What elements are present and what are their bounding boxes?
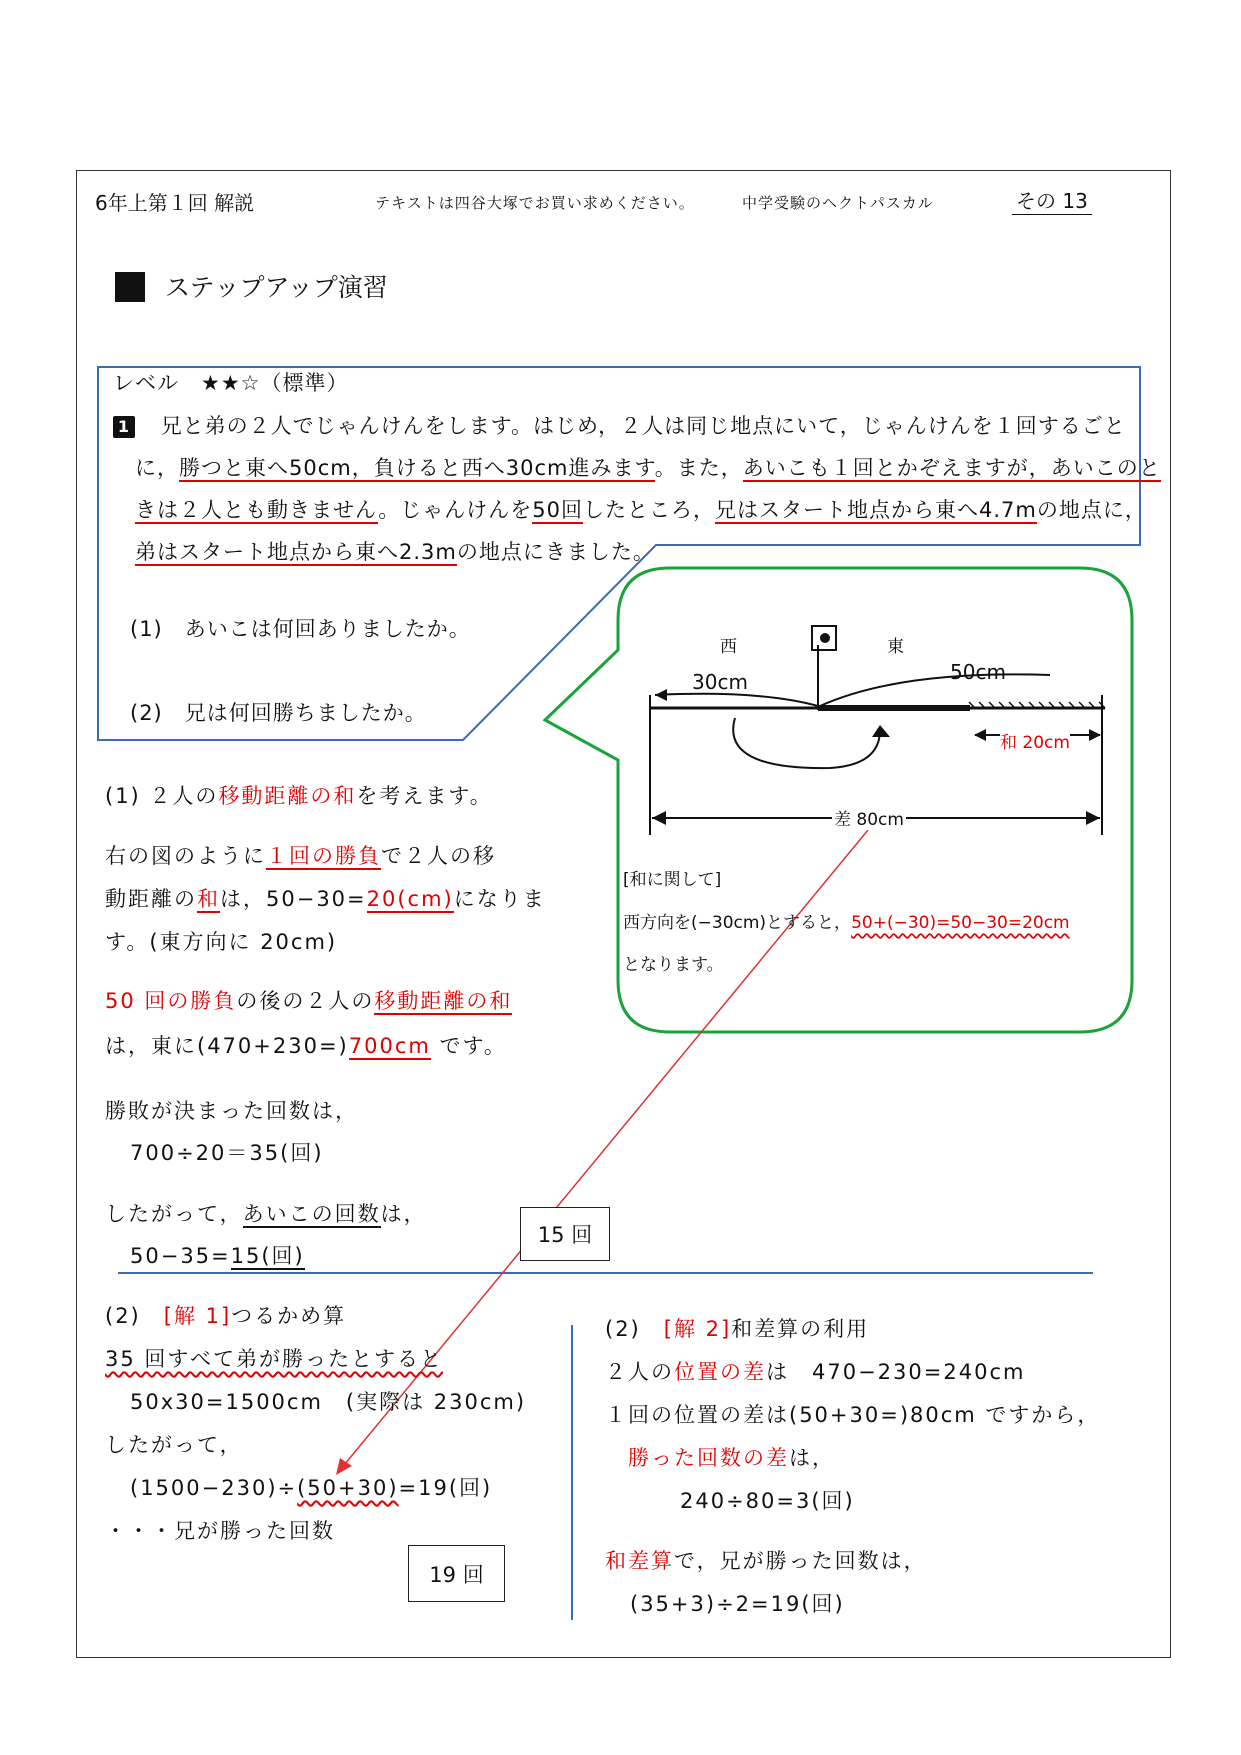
sol-text-underlined: 15(回) bbox=[230, 1244, 305, 1268]
problem-text: に， bbox=[135, 456, 179, 480]
west-label: 西 bbox=[720, 637, 737, 657]
east-label: 東 bbox=[887, 637, 904, 657]
sol-text: 和差算の利用 bbox=[731, 1317, 870, 1341]
note-line-2: となります。 bbox=[623, 955, 724, 975]
problem-text: の地点にきました。 bbox=[456, 540, 655, 564]
sol1-line-1 bbox=[105, 780, 493, 810]
sol-text: (1) ２人の bbox=[105, 784, 219, 808]
problem-text-underlined: 勝つと東へ50cm，負けると西へ30cm進みます bbox=[179, 456, 655, 480]
answer-box-1: 15 回 bbox=[520, 1207, 610, 1261]
east-move-label: 50cm bbox=[950, 660, 1006, 684]
sol2b-line-7: (35+3)÷2=19(回) bbox=[630, 1592, 845, 1616]
east-arc bbox=[820, 674, 1050, 706]
sol-text-red: [解 2] bbox=[663, 1317, 732, 1341]
sol1-line-2 bbox=[105, 840, 496, 870]
sol2b-line-2 bbox=[605, 1356, 1025, 1386]
sol1-line-10 bbox=[130, 1240, 305, 1270]
sol1-line-3 bbox=[105, 883, 546, 913]
diff-label: 差 80cm bbox=[832, 805, 906, 830]
sol-text-wavy: (50+30) bbox=[297, 1476, 399, 1500]
problem-text-underlined: 兄はスタート地点から東へ4.7m bbox=[715, 498, 1037, 522]
problem-line-2 bbox=[135, 452, 1161, 482]
problem-text: 兄と弟の２人でじゃんけんをします。はじめ，２人は同じ地点にいて，じゃんけんを１回するごと bbox=[160, 414, 1126, 438]
sol-text: ２人の bbox=[605, 1360, 674, 1384]
sol-text: で，兄が勝った回数は， bbox=[674, 1549, 927, 1573]
problem-number-badge: 1 bbox=[113, 416, 135, 438]
problem-line-1 bbox=[113, 410, 1126, 440]
sol1-line-6 bbox=[105, 1030, 507, 1060]
sol-text: (2) bbox=[605, 1317, 664, 1341]
page-number: その 13 bbox=[1012, 185, 1092, 215]
flag-dot bbox=[820, 633, 830, 643]
sol-text: (1500−230)÷ bbox=[130, 1476, 298, 1500]
note-title: [和に関して] bbox=[623, 870, 722, 890]
sol-text-red: [解 1] bbox=[163, 1304, 232, 1328]
problem-text-underlined: あいこも１回とかぞえますが，あいこのと bbox=[742, 456, 1161, 480]
sol2b-line-3: １回の位置の差は(50+30=)80cm ですから， bbox=[605, 1403, 1101, 1427]
sol-text: は 470−230=240cm bbox=[766, 1360, 1026, 1384]
west-move-label: 30cm bbox=[692, 670, 748, 694]
note-text: 西方向を(−30cm)とすると， bbox=[623, 913, 852, 933]
problem-text: の地点に， bbox=[1036, 498, 1147, 522]
sol-text-red: 20(cm) bbox=[366, 887, 454, 911]
note-line-1 bbox=[623, 908, 1070, 933]
purchase-notice: テキストは四谷大塚でお買い求めください。 bbox=[375, 194, 695, 212]
sol-text: は， bbox=[380, 1202, 427, 1226]
sol-text: つるかめ算 bbox=[231, 1304, 347, 1328]
section-title: ステップアップ演習 bbox=[165, 273, 388, 302]
sol-text: 動距離の bbox=[105, 887, 197, 911]
sol-text-red: 50 回の勝負 bbox=[105, 989, 237, 1013]
sol-text: は，50−30= bbox=[220, 887, 367, 911]
problem-text: したところ， bbox=[583, 498, 715, 522]
sol-text: になりま bbox=[453, 887, 546, 911]
sol-text: で２人の移 bbox=[381, 844, 496, 868]
problem-text: 。じゃんけんを bbox=[378, 498, 533, 522]
sol1-line-8: 700÷20＝35(回) bbox=[130, 1141, 324, 1165]
sol2a-line-5 bbox=[130, 1472, 492, 1502]
problem-text: 。また， bbox=[654, 456, 743, 480]
sol2b-line-5: 240÷80=3(回) bbox=[680, 1489, 855, 1513]
sol2a-line-4: したがって， bbox=[105, 1433, 243, 1457]
sol-text-underlined: あいこの回数 bbox=[242, 1202, 381, 1226]
sol-text: の後の２人の bbox=[236, 989, 375, 1013]
sol-text-red: 和 bbox=[197, 887, 220, 911]
sol2a-line-1 bbox=[105, 1300, 346, 1330]
sol2a-line-2: 35 回すべて弟が勝ったとすると bbox=[105, 1347, 443, 1371]
west-arc bbox=[655, 694, 818, 706]
sol-text: です。 bbox=[430, 1034, 507, 1058]
sol-text: は， bbox=[789, 1446, 835, 1470]
sol-text-red: 和差算 bbox=[605, 1549, 674, 1573]
note-formula: 50+(−30)=50−30=20cm bbox=[851, 913, 1070, 933]
sol-text: =19(回) bbox=[398, 1476, 493, 1500]
sol-text-red: １回の勝負 bbox=[266, 844, 381, 868]
problem-line-3 bbox=[135, 494, 1147, 524]
sol1-line-7: 勝敗が決まった回数は， bbox=[105, 1099, 358, 1123]
level-label: レベル ★★☆（標準） bbox=[113, 371, 349, 395]
problem-text-underlined: 50回 bbox=[532, 498, 583, 522]
sol-text: (2) bbox=[105, 1304, 164, 1328]
sol-text-red: 700cm bbox=[348, 1034, 431, 1058]
sum-label: 和 20cm bbox=[1000, 728, 1070, 753]
sol2b-line-4 bbox=[628, 1442, 835, 1472]
sol1-line-5 bbox=[105, 985, 512, 1015]
return-loop bbox=[733, 718, 880, 768]
sol2a-line-3: 50x30=1500cm (実際は 230cm) bbox=[130, 1390, 527, 1414]
question-2: (2) 兄は何回勝ちましたか。 bbox=[130, 701, 427, 725]
sol2b-line-1 bbox=[605, 1313, 869, 1343]
sol-text: したがって， bbox=[105, 1202, 243, 1226]
sol-text: を考えます。 bbox=[356, 784, 493, 808]
sol-text-red: 勝った回数の差 bbox=[628, 1446, 789, 1470]
sol-text-red: 移動距離の和 bbox=[374, 989, 513, 1013]
sol-text: 50−35= bbox=[130, 1244, 231, 1268]
sol-text-red: 移動距離の和 bbox=[218, 784, 357, 808]
brand-name: 中学受験のヘクトパスカル bbox=[742, 194, 934, 212]
sol2a-line-6: ・・・兄が勝った回数 bbox=[105, 1519, 335, 1543]
question-1: (1) あいこは何回ありましたか。 bbox=[130, 617, 471, 641]
sol1-line-4: す。(東方向に 20cm) bbox=[105, 930, 338, 954]
problem-text-underlined: きは２人とも動きません bbox=[135, 498, 379, 522]
sol-text: は，東に(470+230=) bbox=[105, 1034, 349, 1058]
sol-text-red: 位置の差 bbox=[674, 1360, 766, 1384]
sol-text: 右の図のように bbox=[105, 844, 266, 868]
answer-box-2: 19 回 bbox=[408, 1545, 505, 1602]
sol1-line-9 bbox=[105, 1198, 427, 1228]
sol2b-line-6 bbox=[605, 1545, 927, 1575]
problem-line-4 bbox=[135, 536, 655, 566]
problem-text-underlined: 弟はスタート地点から東へ2.3m bbox=[135, 540, 457, 564]
lesson-title: 6年上第１回 解説 bbox=[95, 191, 255, 215]
